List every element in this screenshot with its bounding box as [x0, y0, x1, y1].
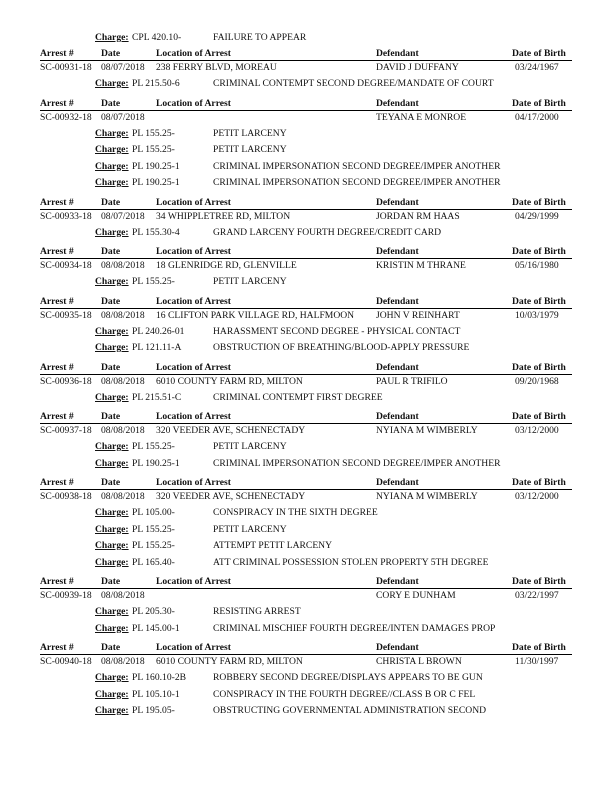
charge-label: Charge: — [95, 606, 129, 617]
column-header-row — [0, 362, 612, 375]
header-date: Date — [101, 576, 121, 587]
defendant-name: CHRISTA L BROWN — [376, 656, 462, 667]
defendant-name: DAVID J DUFFANY — [376, 62, 459, 73]
charge-code: PL 190.25-1 — [132, 457, 180, 469]
header-defendant: Defendant — [376, 97, 419, 109]
header-arrest-no: Arrest # — [40, 97, 74, 109]
header-arrest-no: Arrest # — [40, 48, 74, 59]
arrest-date: 08/08/2018 — [101, 491, 145, 502]
header-location: Location of Arrest — [156, 411, 231, 422]
header-date: Date — [101, 48, 121, 59]
column-header-row — [0, 411, 612, 424]
arrest-row — [0, 375, 612, 389]
header-date: Date — [101, 97, 121, 109]
header-defendant: Defendant — [376, 48, 419, 59]
arrest-date: 08/07/2018 — [101, 111, 145, 123]
arrest-list — [0, 48, 612, 725]
charge-code: PL 215.51-C — [132, 391, 182, 403]
header-date: Date — [101, 411, 121, 422]
charge-row — [0, 554, 612, 571]
arrest-record — [0, 296, 612, 362]
arrest-row — [0, 111, 612, 125]
defendant-name: KRISTIN M THRANE — [376, 260, 466, 271]
arrest-location: 6010 COUNTY FARM RD, MILTON — [156, 656, 303, 667]
header-date-of-birth: Date of Birth — [512, 196, 566, 208]
arrest-location: 6010 COUNTY FARM RD, MILTON — [156, 375, 303, 387]
header-location: Location of Arrest — [156, 48, 231, 59]
column-header-row — [0, 576, 612, 589]
charge-code: PL 155.30-4 — [132, 226, 180, 238]
charge-row — [0, 455, 612, 472]
arrest-record — [0, 48, 612, 98]
charge-code: PL 215.50-6 — [132, 78, 180, 89]
charge-row — [0, 141, 612, 158]
date-of-birth: 03/12/2000 — [515, 425, 559, 436]
arrest-location: 18 GLENRIDGE RD, GLENVILLE — [156, 260, 297, 271]
charge-row — [0, 339, 612, 356]
charge-description: PETIT LARCENY — [213, 441, 287, 452]
arrest-record — [0, 477, 612, 576]
arrest-record — [0, 576, 612, 642]
charge-code: PL 165.40- — [132, 556, 175, 568]
column-header-row — [0, 48, 612, 61]
arrest-date: 08/08/2018 — [101, 425, 145, 436]
charge-row — [0, 438, 612, 455]
arrest-number: SC-00936-18 — [40, 375, 92, 387]
header-date-of-birth: Date of Birth — [512, 576, 566, 587]
charge-description: CRIMINAL CONTEMPT SECOND DEGREE/MANDATE OF COURT — [213, 78, 494, 89]
charge-description: FAILURE TO APPEAR — [213, 32, 307, 43]
charge-label: Charge: — [95, 391, 129, 403]
defendant-name: PAUL R TRIFILO — [376, 375, 448, 387]
charge-label: Charge: — [95, 160, 129, 172]
charge-label: Charge: — [95, 276, 129, 287]
header-location: Location of Arrest — [156, 576, 231, 587]
arrest-row — [0, 424, 612, 438]
arrest-record — [0, 411, 612, 477]
header-defendant: Defendant — [376, 196, 419, 208]
header-date-of-birth: Date of Birth — [512, 97, 566, 109]
column-header-row — [0, 197, 612, 210]
header-date: Date — [101, 642, 121, 653]
charge-row — [0, 174, 612, 191]
arrest-row — [0, 259, 612, 273]
header-location: Location of Arrest — [156, 97, 231, 109]
arrest-location: 16 CLIFTON PARK VILLAGE RD, HALFMOON — [156, 309, 355, 321]
charge-row — [0, 620, 612, 637]
column-header-row — [0, 98, 612, 111]
column-header-row — [0, 642, 612, 655]
charge-label: Charge: — [95, 672, 129, 683]
date-of-birth: 10/03/1979 — [515, 309, 559, 321]
arrest-date: 08/08/2018 — [101, 309, 145, 321]
charge-label: Charge: — [95, 457, 129, 469]
charge-description: CRIMINAL CONTEMPT FIRST DEGREE — [213, 391, 383, 403]
header-date-of-birth: Date of Birth — [512, 295, 566, 307]
charge-row — [0, 323, 612, 340]
header-date: Date — [101, 295, 121, 307]
arrest-report — [0, 32, 612, 725]
charge-code: PL 155.25- — [132, 540, 175, 551]
charge-label: Charge: — [95, 556, 129, 568]
charge-row — [0, 702, 612, 719]
charge-code: PL 205.30- — [132, 606, 175, 617]
date-of-birth: 03/22/1997 — [515, 590, 559, 601]
charge-description: CONSPIRACY IN THE SIXTH DEGREE — [213, 507, 378, 518]
charge-description: CRIMINAL MISCHIEF FOURTH DEGREE/INTEN DAMAGES PROP — [213, 622, 496, 634]
arrest-date: 08/08/2018 — [101, 656, 145, 667]
arrest-number: SC-00935-18 — [40, 309, 92, 321]
header-arrest-no: Arrest # — [40, 196, 74, 208]
charge-code: PL 155.25- — [132, 523, 175, 535]
charge-row — [0, 224, 612, 241]
column-header-row — [0, 246, 612, 259]
charge-code: PL 155.25- — [132, 276, 175, 287]
arrest-number: SC-00939-18 — [40, 590, 92, 601]
header-arrest-no: Arrest # — [40, 246, 74, 257]
arrest-date: 08/08/2018 — [101, 260, 145, 271]
header-defendant: Defendant — [376, 295, 419, 307]
charge-row — [0, 75, 612, 92]
charge-description: GRAND LARCENY FOURTH DEGREE/CREDIT CARD — [213, 226, 442, 238]
date-of-birth: 09/20/1968 — [515, 375, 559, 387]
header-date: Date — [101, 477, 121, 488]
header-arrest-no: Arrest # — [40, 411, 74, 422]
charge-code: PL 121.11-A — [132, 342, 182, 353]
arrest-row — [0, 210, 612, 224]
charge-description: CONSPIRACY IN THE FOURTH DEGREE//CLASS B OR C FEL — [213, 688, 476, 700]
charge-code: PL 195.05- — [132, 705, 175, 716]
header-location: Location of Arrest — [156, 295, 231, 307]
charge-description: PETIT LARCENY — [213, 523, 287, 535]
arrest-number: SC-00938-18 — [40, 491, 92, 502]
defendant-name: JOHN V REINHART — [376, 309, 460, 321]
header-date-of-birth: Date of Birth — [512, 477, 566, 488]
date-of-birth: 04/17/2000 — [515, 111, 559, 123]
date-of-birth: 11/30/1997 — [515, 656, 559, 667]
charge-code: PL 155.25- — [132, 144, 175, 155]
charge-label: Charge: — [95, 705, 129, 716]
charge-code: PL 145.00-1 — [132, 622, 180, 634]
date-of-birth: 05/16/1980 — [515, 260, 559, 271]
header-date-of-birth: Date of Birth — [512, 411, 566, 422]
charge-description: ROBBERY SECOND DEGREE/DISPLAYS APPEARS TO BE GUN — [213, 672, 483, 683]
record-spacer — [0, 719, 612, 725]
defendant-name: NYIANA M WIMBERLY — [376, 425, 478, 436]
arrest-row — [0, 655, 612, 669]
charge-label: Charge: — [95, 342, 129, 353]
charge-description: HARASSMENT SECOND DEGREE - PHYSICAL CONTACT — [213, 325, 461, 337]
charge-label: Charge: — [95, 507, 129, 518]
charge-code: PL 105.00- — [132, 507, 175, 518]
charge-description: ATT CRIMINAL POSSESSION STOLEN PROPERTY 5TH DEGREE — [213, 556, 489, 568]
header-date-of-birth: Date of Birth — [512, 246, 566, 257]
charge-row — [0, 273, 612, 290]
header-date: Date — [101, 196, 121, 208]
charge-code: PL 155.25- — [132, 127, 175, 139]
defendant-name: TEYANA E MONROE — [376, 111, 467, 123]
charge-label: Charge: — [95, 32, 129, 43]
charge-label: Charge: — [95, 688, 129, 700]
arrest-number: SC-00934-18 — [40, 260, 92, 271]
arrest-row — [0, 61, 612, 75]
header-location: Location of Arrest — [156, 361, 231, 373]
charge-row — [0, 158, 612, 175]
charge-description: PETIT LARCENY — [213, 144, 287, 155]
header-date-of-birth: Date of Birth — [512, 361, 566, 373]
charge-code: CPL 420.10- — [132, 32, 182, 43]
arrest-record — [0, 98, 612, 197]
defendant-name: NYIANA M WIMBERLY — [376, 491, 478, 502]
arrest-record — [0, 362, 612, 412]
charge-code: PL 190.25-1 — [132, 177, 180, 188]
charge-description: PETIT LARCENY — [213, 127, 287, 139]
top-charge-row — [0, 32, 612, 48]
defendant-name: CORY E DUNHAM — [376, 590, 456, 601]
arrest-date: 08/08/2018 — [101, 375, 145, 387]
header-arrest-no: Arrest # — [40, 477, 74, 488]
charge-description: CRIMINAL IMPERSONATION SECOND DEGREE/IMPER ANOTHER — [213, 160, 501, 172]
charge-label: Charge: — [95, 540, 129, 551]
charge-description: PETIT LARCENY — [213, 276, 287, 287]
arrest-location: 320 VEEDER AVE, SCHENECTADY — [156, 425, 306, 436]
arrest-location: 238 FERRY BLVD, MOREAU — [156, 62, 277, 73]
header-defendant: Defendant — [376, 411, 419, 422]
arrest-date: 08/07/2018 — [101, 210, 145, 222]
header-arrest-no: Arrest # — [40, 361, 74, 373]
charge-description: OBSTRUCTION OF BREATHING/BLOOD-APPLY PRESSURE — [213, 342, 470, 353]
charge-description: CRIMINAL IMPERSONATION SECOND DEGREE/IMPER ANOTHER — [213, 177, 501, 188]
header-location: Location of Arrest — [156, 246, 231, 257]
defendant-name: JORDAN RM HAAS — [376, 210, 460, 222]
header-defendant: Defendant — [376, 361, 419, 373]
charge-row — [0, 389, 612, 406]
charge-code: PL 240.26-01 — [132, 325, 185, 337]
arrest-record — [0, 246, 612, 296]
arrest-date: 08/08/2018 — [101, 590, 145, 601]
arrest-number: SC-00932-18 — [40, 111, 92, 123]
header-location: Location of Arrest — [156, 477, 231, 488]
charge-row — [0, 125, 612, 142]
arrest-number: SC-00931-18 — [40, 62, 92, 73]
charge-label: Charge: — [95, 144, 129, 155]
charge-description: CRIMINAL IMPERSONATION SECOND DEGREE/IMPER ANOTHER — [213, 457, 501, 469]
column-header-row — [0, 477, 612, 490]
header-defendant: Defendant — [376, 477, 419, 488]
charge-label: Charge: — [95, 78, 129, 89]
arrest-row — [0, 309, 612, 323]
charge-code: PL 155.25- — [132, 441, 175, 452]
header-location: Location of Arrest — [156, 196, 231, 208]
header-defendant: Defendant — [376, 246, 419, 257]
arrest-location: 34 WHIPPLETREE RD, MILTON — [156, 210, 291, 222]
charge-code: PL 190.25-1 — [132, 160, 180, 172]
arrest-location: 320 VEEDER AVE, SCHENECTADY — [156, 491, 306, 502]
header-defendant: Defendant — [376, 642, 419, 653]
charge-row — [0, 537, 612, 554]
charge-label: Charge: — [95, 177, 129, 188]
arrest-number: SC-00933-18 — [40, 210, 92, 222]
header-location: Location of Arrest — [156, 642, 231, 653]
arrest-record — [0, 642, 612, 725]
header-date: Date — [101, 246, 121, 257]
arrest-record — [0, 197, 612, 247]
charge-label: Charge: — [95, 226, 129, 238]
header-defendant: Defendant — [376, 576, 419, 587]
arrest-row — [0, 490, 612, 504]
charge-code: PL 105.10-1 — [132, 688, 180, 700]
header-arrest-no: Arrest # — [40, 642, 74, 653]
charge-row — [0, 686, 612, 703]
charge-label: Charge: — [95, 441, 129, 452]
charge-label: Charge: — [95, 523, 129, 535]
arrest-date: 08/07/2018 — [101, 62, 145, 73]
charge-description: ATTEMPT PETIT LARCENY — [213, 540, 333, 551]
charge-row — [0, 504, 612, 521]
charge-code: PL 160.10-2B — [132, 672, 187, 683]
column-header-row — [0, 296, 612, 309]
header-arrest-no: Arrest # — [40, 576, 74, 587]
header-arrest-no: Arrest # — [40, 295, 74, 307]
date-of-birth: 03/24/1967 — [515, 62, 559, 73]
charge-label: Charge: — [95, 622, 129, 634]
arrest-number: SC-00940-18 — [40, 656, 92, 667]
charge-label: Charge: — [95, 325, 129, 337]
header-date-of-birth: Date of Birth — [512, 48, 566, 59]
header-date: Date — [101, 361, 121, 373]
charge-label: Charge: — [95, 127, 129, 139]
arrest-number: SC-00937-18 — [40, 425, 92, 436]
charge-row — [0, 603, 612, 620]
charge-description: RESISTING ARREST — [213, 606, 301, 617]
header-date-of-birth: Date of Birth — [512, 642, 566, 653]
charge-row — [0, 669, 612, 686]
date-of-birth: 04/29/1999 — [515, 210, 559, 222]
date-of-birth: 03/12/2000 — [515, 491, 559, 502]
arrest-row — [0, 589, 612, 603]
charge-description: OBSTRUCTING GOVERNMENTAL ADMINISTRATION SECOND — [213, 705, 487, 716]
charge-row — [0, 521, 612, 538]
